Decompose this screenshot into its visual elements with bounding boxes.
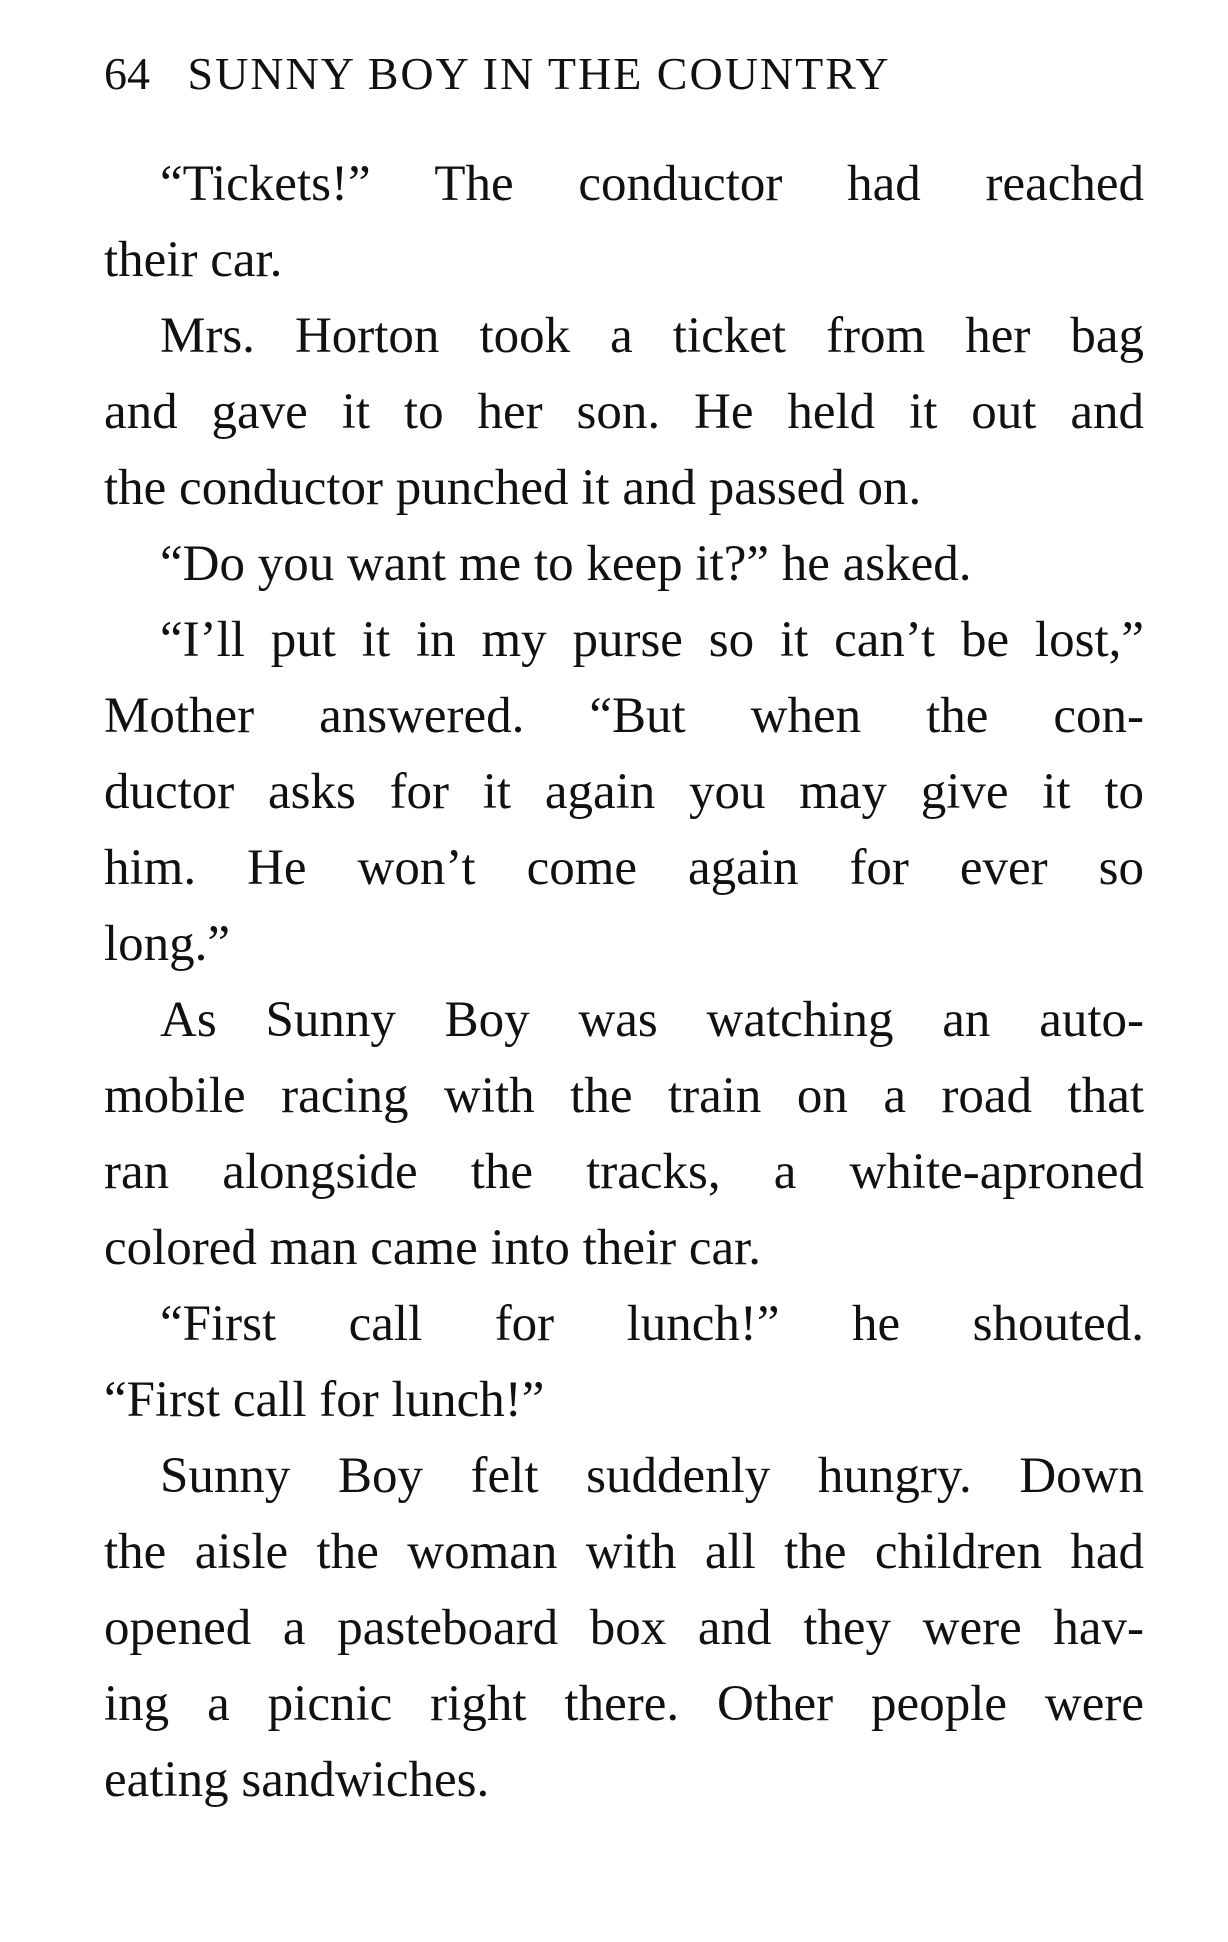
text-line: the aisle the woman with all the children had <box>104 1524 1144 1580</box>
text-line: colored man came into their car. <box>104 1220 762 1276</box>
text-line: “First call for lunch!” <box>104 1372 545 1428</box>
text-line: and gave it to her son. He held it out and <box>104 384 1144 440</box>
text-line: Mrs. Horton took a ticket from her bag <box>160 308 1144 364</box>
text-line: Sunny Boy felt suddenly hungry. Down <box>160 1448 1144 1504</box>
text-line: him. He won’t come again for ever so <box>104 840 1144 896</box>
text-line: ductor asks for it again you may give it to <box>104 764 1144 820</box>
text-line: long.” <box>104 916 231 972</box>
text-line: ing a picnic right there. Other people were <box>104 1676 1144 1732</box>
text-line: “Do you want me to keep it?” he asked. <box>160 536 972 592</box>
text-line: opened a pasteboard box and they were hav- <box>104 1600 1144 1656</box>
text-line: As Sunny Boy was watching an auto- <box>160 992 1144 1048</box>
body-text <box>104 146 1144 1818</box>
text-line: “Tickets!” The conductor had reached <box>160 156 1144 212</box>
text-line: “First call for lunch!” he shouted. <box>160 1296 1144 1352</box>
text-line: Mother answered. “But when the con- <box>104 688 1144 744</box>
text-line: mobile racing with the train on a road that <box>104 1068 1144 1124</box>
running-head <box>104 44 1144 104</box>
book-title: SUNNY BOY IN THE COUNTRY <box>187 48 891 99</box>
page-number: 64 <box>104 48 150 99</box>
text-line: ran alongside the tracks, a white-aproned <box>104 1144 1144 1200</box>
text-line: their car. <box>104 232 283 288</box>
text-line: “I’ll put it in my purse so it can’t be lost,” <box>160 612 1144 668</box>
text-line: eating sandwiches. <box>104 1752 490 1808</box>
text-line: the conductor punched it and passed on. <box>104 460 922 516</box>
